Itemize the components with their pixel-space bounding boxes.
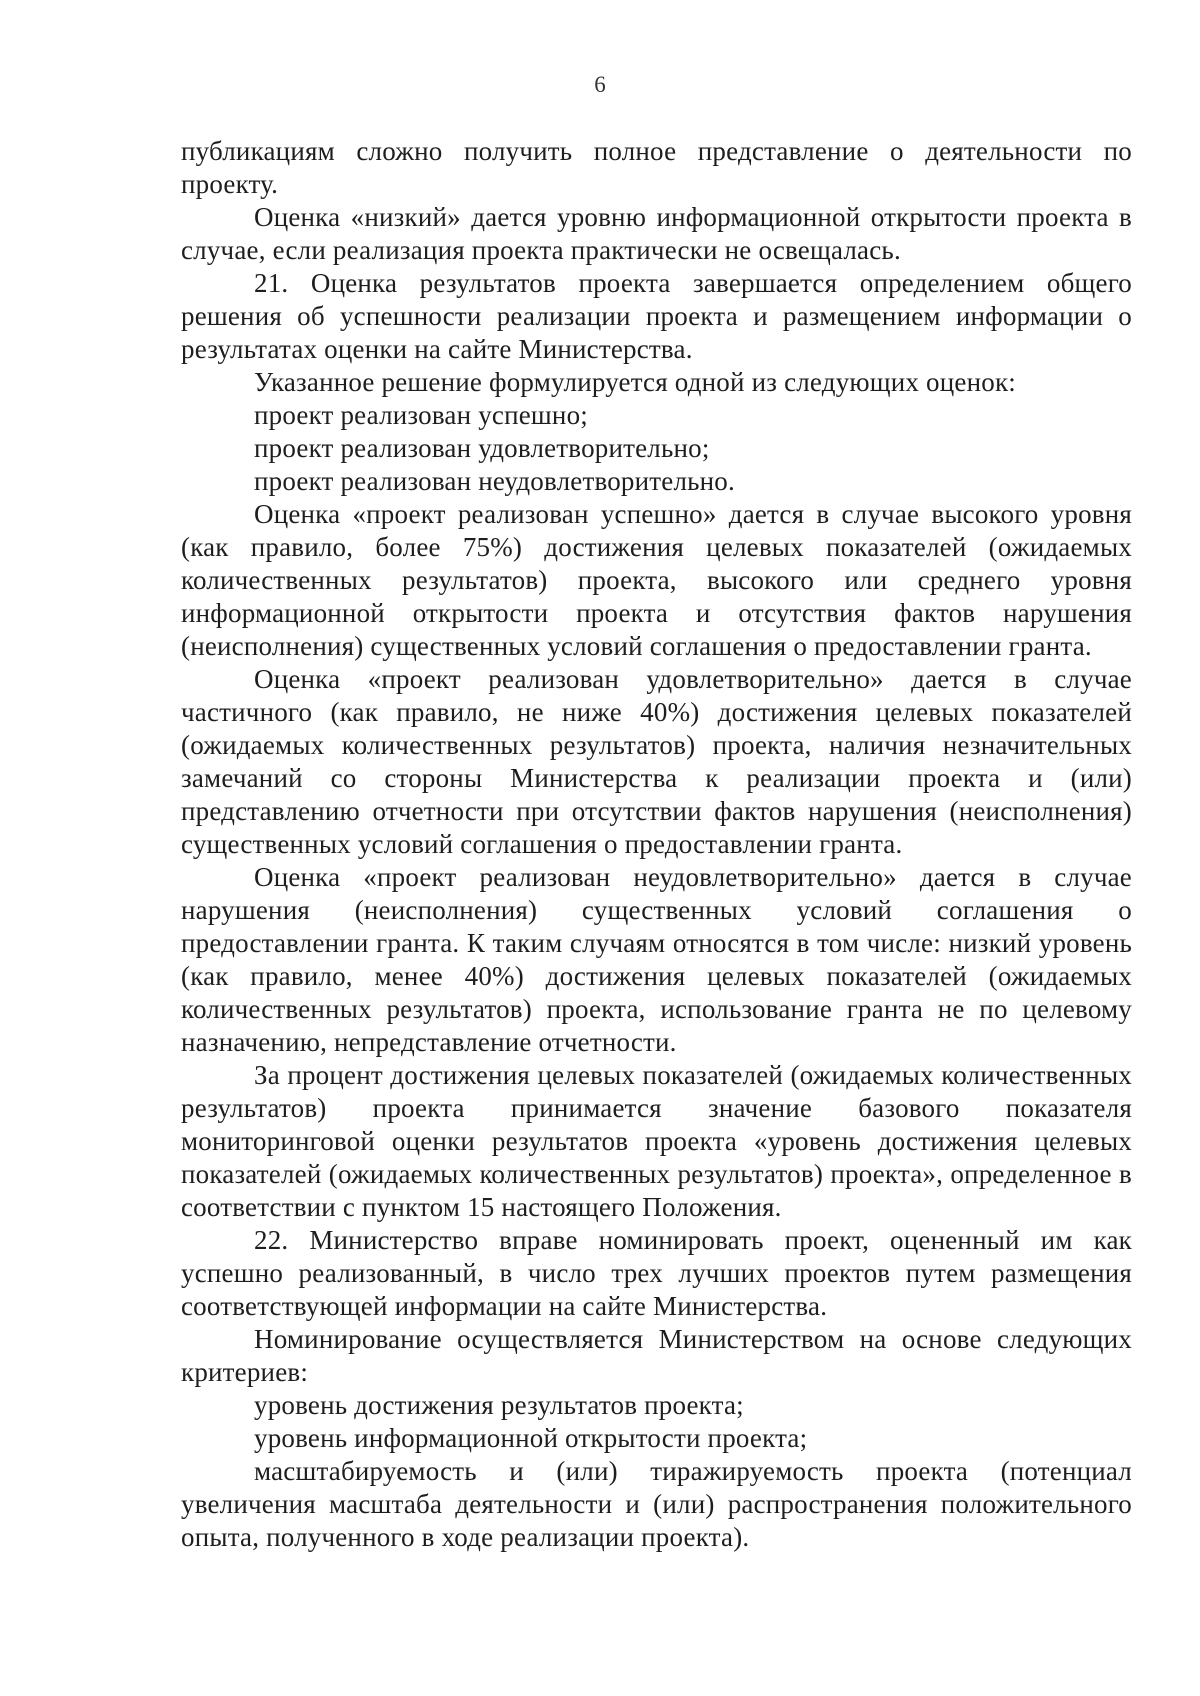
list-item-satisfactory: проект реализован удовлетворительно; [254, 433, 710, 463]
document-body [181, 135, 1132, 1554]
paragraph-continuation: публикациям сложно получить полное представление о деятельности по проекту. [181, 136, 1132, 199]
list-item-openness-level: уровень информационной открытости проекта; [254, 1423, 808, 1453]
paragraph-decision-intro: Указанное решение формулируется одной из следующих оценок: [254, 367, 1016, 397]
paragraph-success-criteria: Оценка «проект реализован успешно» дается в случае высокого уровня (как правило, более 75%) достижения целевых показателей (ожидаемых количественных результатов) проекта, высокого или среднего уровня информационной открытости проекта и отсутствия фактов нарушения (неисполнения) существенных условий соглашения о предоставлении гранта. [181, 499, 1132, 661]
paragraph-item-21: 21. Оценка результатов проекта завершается определением общего решения об успешности реализации проекта и размещением информации о результатах оценки на сайте Министерства. [181, 268, 1132, 364]
paragraph-unsatisfactory-criteria: Оценка «проект реализован неудовлетворительно» дается в случае нарушения (неисполнения) существенных условий соглашения о предоставлении гранта. К таким случаям относятся в том числе: низкий уровень (как правило, менее 40%) достижения целевых показателей (ожидаемых количественных результатов) проекта, использование гранта не по целевому назначению, непредставление отчетности. [181, 862, 1132, 1057]
paragraph-satisfactory-criteria: Оценка «проект реализован удовлетворительно» дается в случае частичного (как правило, не ниже 40%) достижения целевых показателей (ожидаемых количественных результатов) проекта, наличия незначительных замечаний со стороны Министерства к реализации проекта и (или) представлению отчетности при отсутствии фактов нарушения (неисполнения) существенных условий соглашения о предоставлении гранта. [181, 664, 1132, 859]
paragraph-percent-definition: За процент достижения целевых показателей (ожидаемых количественных результатов) проекта принимается значение базового показателя мониторинговой оценки результатов проекта «уровень достижения целевых показателей (ожидаемых количественных результатов) проекта», определенное в соответствии с пунктом 15 настоящего Положения. [181, 1060, 1132, 1222]
paragraph-nomination-intro: Номинирование осуществляется Министерством на основе следующих критериев: [181, 1324, 1132, 1387]
list-item-scalability: масштабируемость и (или) тиражируемость проекта (потенциал увеличения масштаба деятельности и (или) распространения положительного опыта, полученного в ходе реализации проекта). [181, 1456, 1132, 1552]
list-item-unsatisfactory: проект реализован неудовлетворительно. [254, 466, 735, 496]
paragraph-item-22: 22. Министерство вправе номинировать проект, оцененный им как успешно реализованный, в число трех лучших проектов путем размещения соответствующей информации на сайте Министерства. [181, 1225, 1132, 1321]
page-number: 6 [594, 72, 606, 97]
list-item-success: проект реализован успешно; [254, 400, 588, 430]
list-item-results-level: уровень достижения результатов проекта; [254, 1390, 744, 1420]
paragraph-low-rating: Оценка «низкий» дается уровню информационной открытости проекта в случае, если реализация проекта практически не освещалась. [181, 202, 1132, 265]
